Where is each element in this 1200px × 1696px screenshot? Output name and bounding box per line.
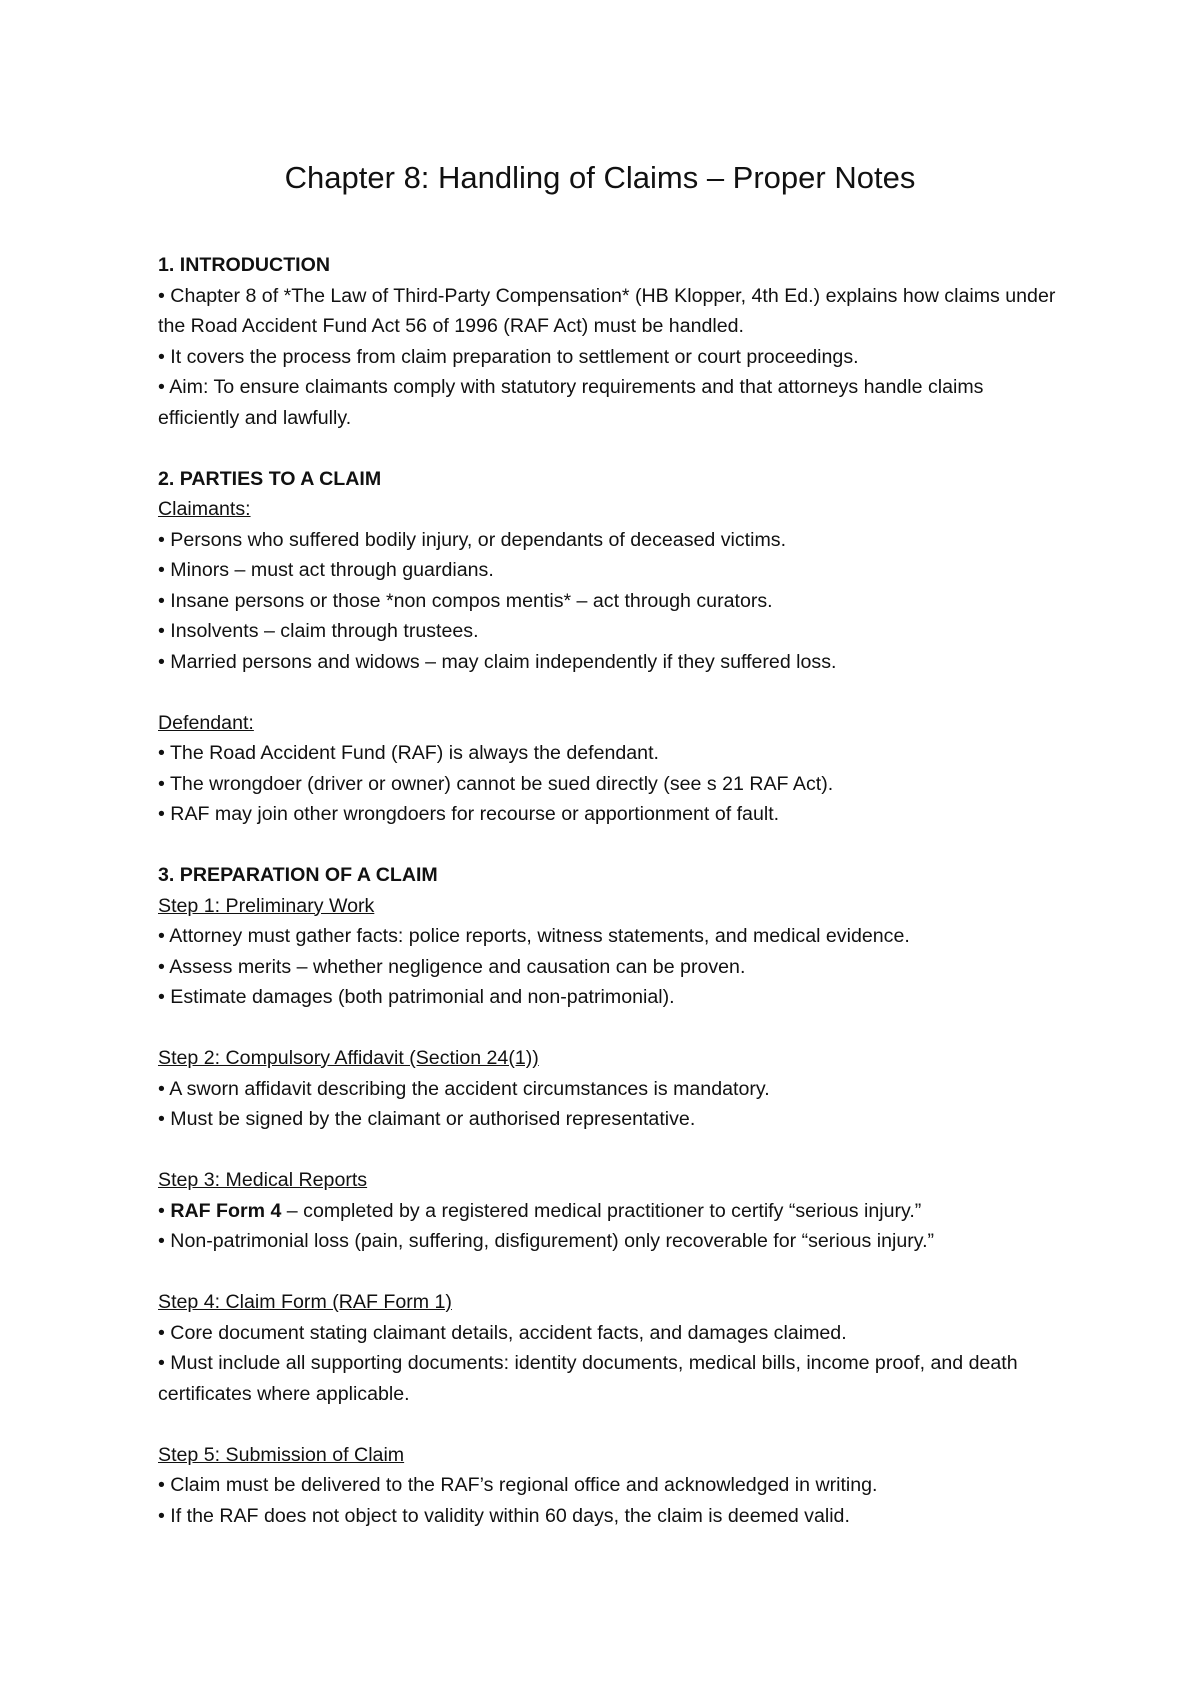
section-heading-parties: 2. PARTIES TO A CLAIM — [158, 467, 382, 490]
bullet-item: • Estimate damages (both patrimonial and non-patrimonial). — [158, 986, 675, 1008]
section-heading-preparation: 3. PREPARATION OF A CLAIM — [158, 864, 438, 886]
bullet-item: • If the RAF does not object to validity within 60 days, the claim is deemed valid. — [158, 1504, 850, 1527]
page-title: Chapter 8: Handling of Claims – Proper Notes — [284, 160, 916, 195]
bullet-item: • Must include all supporting documents: identity documents, medical bills, income proof, and death certificates where applicable. — [158, 1352, 1018, 1405]
subheading-step-3: Step 3: Medical Reports — [158, 1169, 368, 1191]
subheading-step-2: Step 2: Compulsory Affidavit (Section 24(1)) — [158, 1047, 539, 1069]
section-heading-introduction: 1. INTRODUCTION — [158, 254, 330, 276]
bullet-item: • A sworn affidavit describing the accident circumstances is mandatory. — [158, 1077, 770, 1100]
bullet-item: • Core document stating claimant details, accident facts, and damages claimed. — [158, 1321, 847, 1344]
bullet-item: • Chapter 8 of *The Law of Third-Party Compensation* (HB Klopper, 4th Ed.) explains how claims under the Road Accident Fund Act 56 of 1996 (RAF Act) must be handled. — [158, 284, 1056, 337]
subheading-defendant: Defendant: — [158, 711, 254, 734]
bullet-text: – completed by a registered medical practitioner to certify “serious injury.” — [281, 1199, 922, 1222]
subheading-step-1: Step 1: Preliminary Work — [158, 894, 375, 917]
document-body — [158, 250, 1058, 1531]
bullet-item — [158, 1196, 1058, 1227]
subheading-step-5: Step 5: Submission of Claim — [158, 1443, 405, 1466]
bullet-item: • RAF may join other wrongdoers for recourse or apportionment of fault. — [158, 803, 780, 825]
bullet-item: • Assess merits – whether negligence and causation can be proven. — [158, 955, 746, 978]
bullet-item: • Aim: To ensure claimants comply with statutory requirements and that attorneys handle claims efficiently and lawfully. — [158, 376, 984, 429]
bullet-item: • Married persons and widows – may claim independently if they suffered loss. — [158, 650, 837, 673]
bullet-item: • The wrongdoer (driver or owner) cannot be sued directly (see s 21 RAF Act). — [158, 772, 834, 795]
subheading-claimants: Claimants: — [158, 498, 251, 520]
subheading-step-4: Step 4: Claim Form (RAF Form 1) — [158, 1291, 452, 1313]
bullet-item: • Insane persons or those *non compos mentis* – act through curators. — [158, 589, 773, 612]
bullet-item: • Claim must be delivered to the RAF’s regional office and acknowledged in writing. — [158, 1474, 878, 1496]
bullet-item: • Minors – must act through guardians. — [158, 559, 494, 581]
bullet-item: • It covers the process from claim preparation to settlement or court proceedings. — [158, 345, 859, 368]
bullet-item: • Must be signed by the claimant or authorised representative. — [158, 1108, 696, 1130]
bullet-marker: • — [158, 1199, 171, 1222]
bullet-item: • Persons who suffered bodily injury, or dependants of deceased victims. — [158, 528, 787, 551]
bullet-item: • Attorney must gather facts: police reports, witness statements, and medical evidence. — [158, 925, 910, 947]
bullet-item: • Insolvents – claim through trustees. — [158, 620, 479, 642]
bullet-item: • Non-patrimonial loss (pain, suffering, disfigurement) only recoverable for “serious injury.” — [158, 1230, 935, 1252]
form-name-bold: RAF Form 4 — [170, 1199, 282, 1222]
bullet-item: • The Road Accident Fund (RAF) is always the defendant. — [158, 742, 659, 764]
